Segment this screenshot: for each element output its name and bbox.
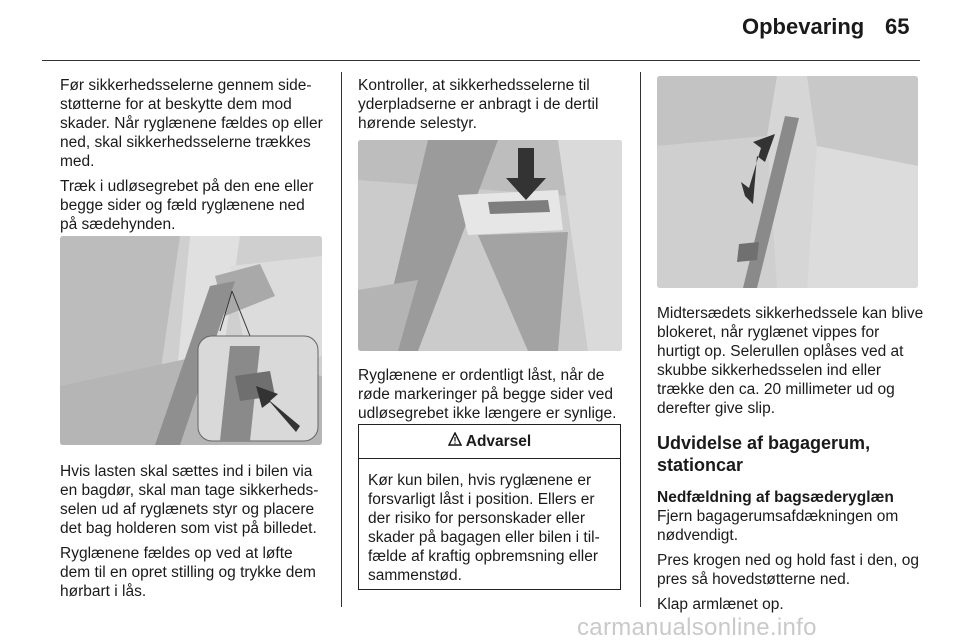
left-column: [60, 76, 326, 240]
watermark: carmanualsonline.info: [577, 614, 817, 641]
left-paragraph-4: Ryglænene fældes op ved at løfte dem til en opret stilling og trykke dem hørbart i lås.: [60, 545, 316, 600]
warning-header: [359, 425, 620, 459]
column-divider-2: [640, 72, 641, 607]
subsection-heading: Nedfældning af bagsæderyglæn: [657, 489, 894, 506]
middle-column-lower: [358, 366, 626, 429]
middle-paragraph-1: Kontroller, at sikkerhedsselerne til yderpladserne er anbragt i de dertil hørende selestyr.: [358, 77, 599, 132]
column-divider-1: [341, 72, 342, 607]
middle-paragraph-2: Ryglænene er ordentligt låst, når de røde markeringer på begge sider ved udløsegrebet ikke længere er synlige.: [358, 367, 617, 422]
warning-text: Kør kun bilen, hvis ryglænene er forsvarligt låst i position. Ellers er der risiko for personskader eller skader på bagagen eller bilen i til-fælde af kraftig opbremsning eller sammenstød.: [368, 472, 600, 584]
page-title: Opbevaring: [742, 14, 865, 39]
right-paragraph-1: Midtersædets sikkerhedssele kan blive blokeret, når ryglænet vippes for hurtigt op. Selerullen oplåses ved at skubbe sikkerhedsselen ind eller trække den ca. 20 millimeter ud og derefter give slip.: [657, 305, 924, 417]
left-paragraph-1: Før sikkerhedsselerne gennem side-støtterne for at beskytte dem mod skader. Når ryglænene fældes op eller ned, skal sikkerhedsselerne trækkes med.: [60, 77, 323, 170]
release-lever-illustration: [358, 140, 622, 351]
left-column-lower: [60, 462, 326, 607]
right-paragraph-2: Fjern bagagerumsafdækningen om nødvendigt.: [657, 508, 899, 544]
left-paragraph-3: Hvis lasten skal sættes ind i bilen via en bagdør, skal man tage sikkerheds-selen ud af ryglænets styr og placere det bag holderen som vist på billedet.: [60, 463, 319, 537]
right-paragraph-4: Klap armlænet op.: [657, 596, 784, 613]
section-heading: Udvidelse af bagagerum, stationcar: [657, 433, 871, 475]
warning-title: Advarsel: [465, 432, 532, 450]
center-belt-illustration: [657, 76, 918, 288]
left-paragraph-2: Træk i udløsegrebet på den ene eller begge sider og fæld ryglænene ned på sædehynden.: [60, 178, 314, 233]
warning-box: [358, 424, 621, 590]
header-rule: [42, 60, 920, 61]
seat-belt-guide-illustration: [60, 236, 322, 445]
right-column: [657, 304, 925, 620]
middle-column: [358, 76, 624, 139]
page-number: 65: [885, 14, 910, 39]
right-paragraph-3: Pres krogen ned og hold fast i den, og pres så hovedstøtterne ned.: [657, 552, 919, 588]
warning-triangle-icon: [448, 432, 462, 451]
